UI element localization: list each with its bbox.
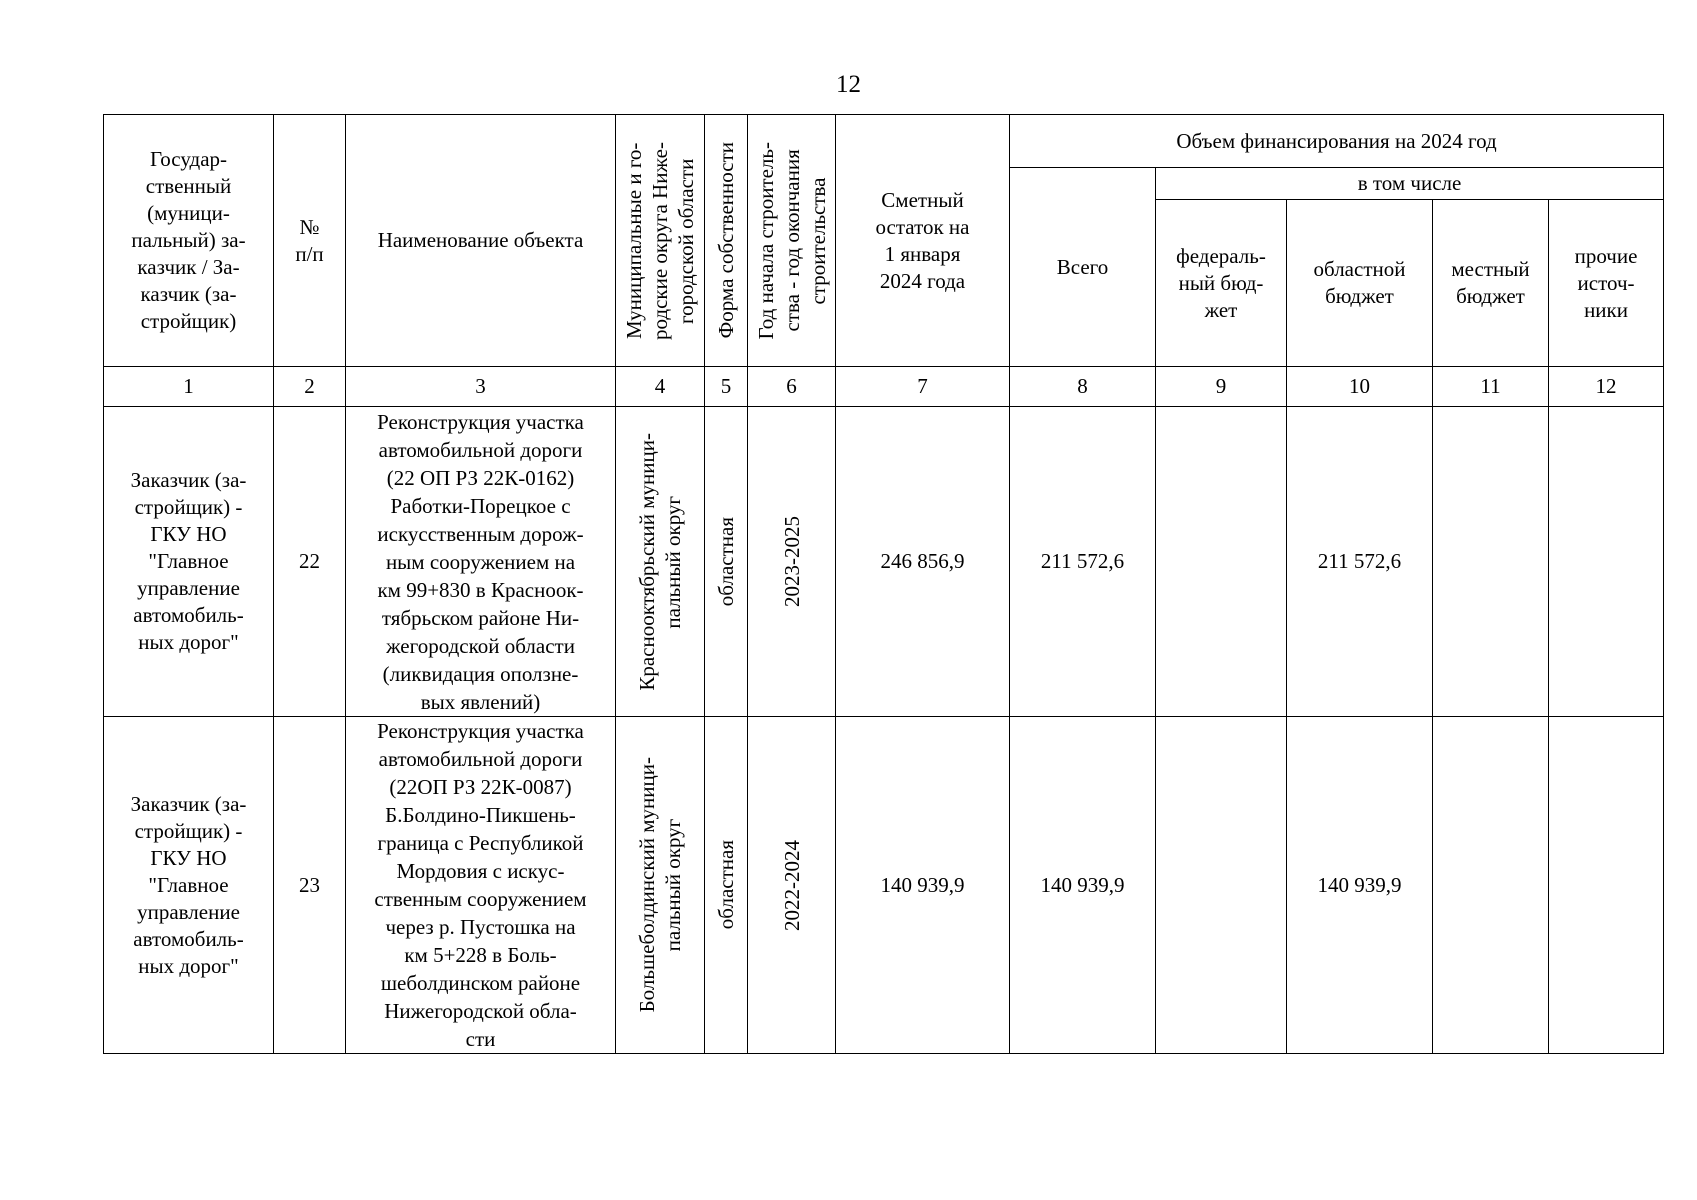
column-number: 9	[1156, 367, 1287, 407]
header-regional: областной бюджет	[1287, 200, 1433, 367]
row-balance: 140 939,9	[836, 717, 1010, 1054]
page-number: 12	[836, 71, 861, 98]
column-number: 5	[705, 367, 748, 407]
header-other: прочие источ- ники	[1549, 200, 1664, 367]
header-years	[748, 115, 836, 367]
row-municipal	[616, 717, 705, 1054]
row-years	[748, 717, 836, 1054]
row-other	[1549, 717, 1664, 1054]
row-ownership	[705, 717, 748, 1054]
header-municipal	[616, 115, 705, 367]
row-object: Реконструкция участка автомобильной дороги (22ОП РЗ 22К-0087) Б.Болдино-Пикшень- граница с Республикой Мордовия с искус- ственным сооружением через р. Пустошка на км 5+228 в Боль- шеболдинском районе Нижегородской обла- сти	[346, 717, 616, 1054]
row-total: 211 572,6	[1010, 407, 1156, 717]
row-other	[1549, 407, 1664, 717]
row-number: 23	[274, 717, 346, 1054]
header-balance: Сметный остаток на 1 января 2024 года	[836, 115, 1010, 367]
table-row	[104, 407, 1664, 717]
header-funding-volume: Объем финансирования на 2024 год	[1010, 115, 1664, 168]
row-years-text: 2022-2024	[779, 839, 804, 931]
row-ownership-text: областная	[714, 516, 738, 607]
header-including: в том числе	[1156, 168, 1664, 200]
header-customer: Государ- ственный (муници- пальный) за- казчик / За- казчик (за- стройщик)	[104, 115, 274, 367]
row-federal	[1156, 407, 1287, 717]
header-number: № п/п	[274, 115, 346, 367]
row-municipal-text: Краснооктябрьский муници- пальный округ	[635, 432, 685, 691]
row-regional: 140 939,9	[1287, 717, 1433, 1054]
header-local: местный бюджет	[1433, 200, 1549, 367]
row-regional: 211 572,6	[1287, 407, 1433, 717]
header-object-name: Наименование объекта	[346, 115, 616, 367]
column-number-row	[104, 367, 1664, 407]
header-total: Всего	[1010, 168, 1156, 367]
row-municipal-text: Большеболдинский муници- пальный округ	[635, 757, 685, 1013]
row-years	[748, 407, 836, 717]
row-ownership-text: областная	[714, 840, 738, 930]
row-ownership	[705, 407, 748, 717]
header-ownership-text: Форма собственности	[714, 142, 738, 339]
column-number: 2	[274, 367, 346, 407]
row-total: 140 939,9	[1010, 717, 1156, 1054]
row-local	[1433, 717, 1549, 1054]
row-customer: Заказчик (за- стройщик) - ГКУ НО "Главное управление автомобиль- ных дорог"	[104, 717, 274, 1054]
row-federal	[1156, 717, 1287, 1054]
column-number: 6	[748, 367, 836, 407]
row-balance: 246 856,9	[836, 407, 1010, 717]
table-row	[104, 717, 1664, 1054]
header-years-text: Год начала строитель- ства - год окончания строительства	[753, 141, 830, 340]
financing-table	[103, 114, 1664, 1054]
row-years-text: 2023-2025	[779, 516, 804, 607]
column-number: 1	[104, 367, 274, 407]
column-number: 11	[1433, 367, 1549, 407]
row-number: 22	[274, 407, 346, 717]
column-number: 7	[836, 367, 1010, 407]
column-number: 8	[1010, 367, 1156, 407]
column-number: 12	[1549, 367, 1664, 407]
column-number: 4	[616, 367, 705, 407]
header-federal: федераль- ный бюд- жет	[1156, 200, 1287, 367]
row-object: Реконструкция участка автомобильной дороги (22 ОП РЗ 22К-0162) Работки-Порецкое с искусственным дорож- ным сооружением на км 99+830 в Красноок- тябрьском районе Ни- жегородской области (ликвидация оползне- вых явлений)	[346, 407, 616, 717]
column-number: 3	[346, 367, 616, 407]
column-number: 10	[1287, 367, 1433, 407]
row-local	[1433, 407, 1549, 717]
header-municipal-text: Муниципальные и го- родские округа Ниже- городской области	[622, 141, 698, 340]
header-ownership	[705, 115, 748, 367]
row-customer: Заказчик (за- стройщик) - ГКУ НО "Главное управление автомобиль- ных дорог"	[104, 407, 274, 717]
row-municipal	[616, 407, 705, 717]
